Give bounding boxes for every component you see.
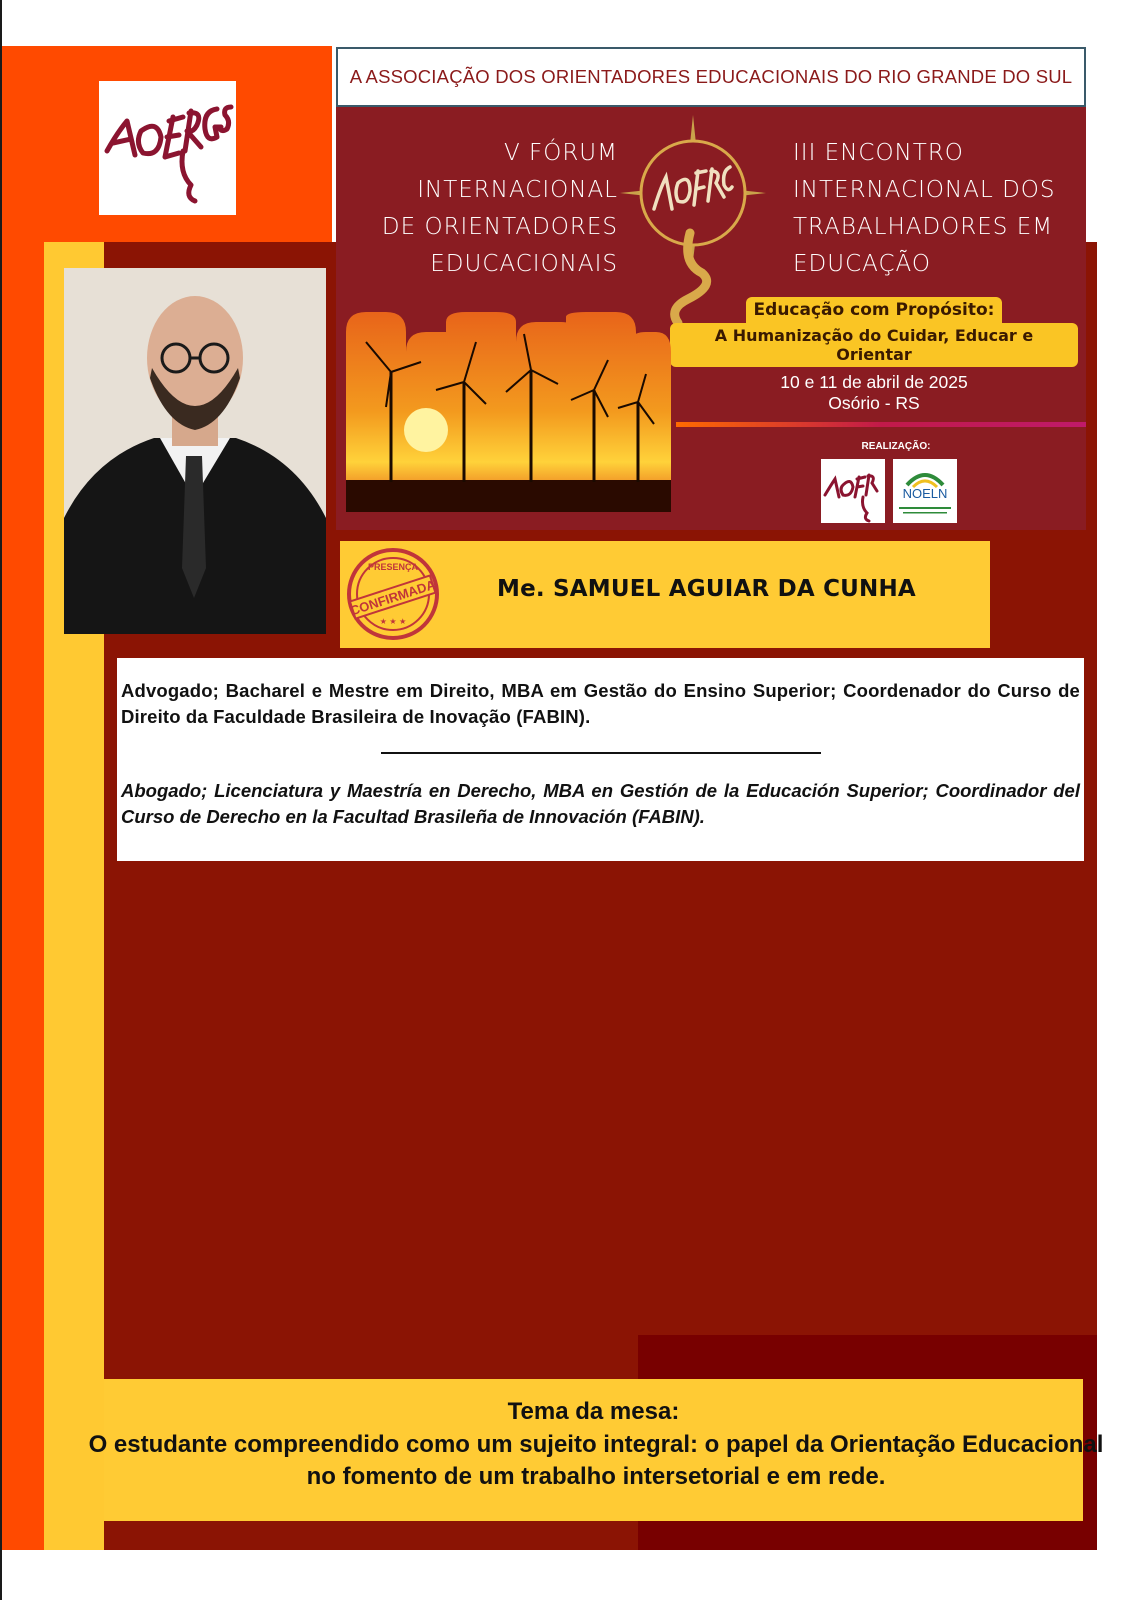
event-banner <box>336 107 1086 530</box>
stamp-icon <box>345 546 441 642</box>
noeln-logo-text: NOELN <box>902 486 948 501</box>
forum-title-line: EDUCACIONAIS <box>430 251 618 277</box>
bio-spanish: Abogado; Licenciatura y Maestría en Derecho, MBA en Gestión de la Educación Superior; Coordinador del Curso de Derecho en la Facultad Brasileña de Innovación (FABIN). <box>121 780 1080 827</box>
encontro-title-line: TRABALHADORES EM <box>793 214 1054 240</box>
event-tagline <box>670 297 1078 367</box>
sunset-wind-turbines-image <box>346 312 671 512</box>
presence-confirmed-stamp <box>345 546 441 642</box>
compass-emblem-icon <box>618 113 768 327</box>
forum-title-line: DE ORIENTADORES <box>381 214 618 240</box>
encontro-title-line: EDUCAÇÃO <box>793 251 931 277</box>
event-date: 10 e 11 de abril de 2025 <box>780 372 968 392</box>
speaker-photo <box>64 268 326 634</box>
forum-title-line: V FÓRUM <box>503 140 618 166</box>
aoergs-map-logo-icon <box>99 81 236 215</box>
encontro-title-line: III ENCONTRO <box>793 140 964 166</box>
bio-portuguese: Advogado; Bacharel e Mestre em Direito, MBA em Gestão do Ensino Superior; Coordenador do Curso de Direito da Faculdade Brasileira de Inovação (FABIN). <box>121 680 1080 727</box>
stamp-main-text: CONFIRMADA <box>348 576 438 619</box>
speaker-name: Me. SAMUEL AGUIAR DA CUNHA <box>497 576 916 602</box>
orange-sidebar-band <box>2 46 44 1550</box>
speaker-bio <box>117 658 1084 861</box>
event-date-place <box>754 372 994 414</box>
association-title: A ASSOCIAÇÃO DOS ORIENTADORES EDUCACIONAIS DO RIO GRANDE DO SUL <box>349 66 1073 87</box>
forum-title-line: INTERNACIONAL <box>417 177 618 203</box>
aoergs-logo <box>99 81 236 215</box>
encontro-title-line: INTERNACIONAL DOS <box>793 177 1056 203</box>
encontro-title <box>793 135 1056 283</box>
gradient-divider <box>676 422 1086 427</box>
aoergs-small-logo-icon <box>821 459 885 523</box>
tagline-line-2: A Humanização do Cuidar, Educar e Orientar <box>670 323 1078 367</box>
speaker-portrait-image <box>64 268 326 634</box>
theme-text: O estudante compreendido como um sujeito integral: o papel da Orientação Educacional no fomento de um trabalho intersetorial e em rede. <box>88 1431 1104 1490</box>
stamp-stars: ★ ★ ★ <box>379 617 407 626</box>
panel-theme <box>88 1379 1104 1521</box>
event-place: Osório - RS <box>828 393 920 413</box>
stamp-top-text: PRESENÇA <box>367 562 419 572</box>
aoergs-small-logo <box>821 459 885 523</box>
noeln-logo <box>893 459 957 523</box>
theme-label: Tema da mesa: <box>507 1398 680 1425</box>
bio-divider <box>381 752 821 754</box>
association-header <box>336 47 1086 107</box>
forum-title <box>382 135 618 283</box>
realizacao-label: REALIZAÇÃO: <box>861 441 931 452</box>
tagline-line-1: Educação com Propósito: <box>746 297 1003 323</box>
